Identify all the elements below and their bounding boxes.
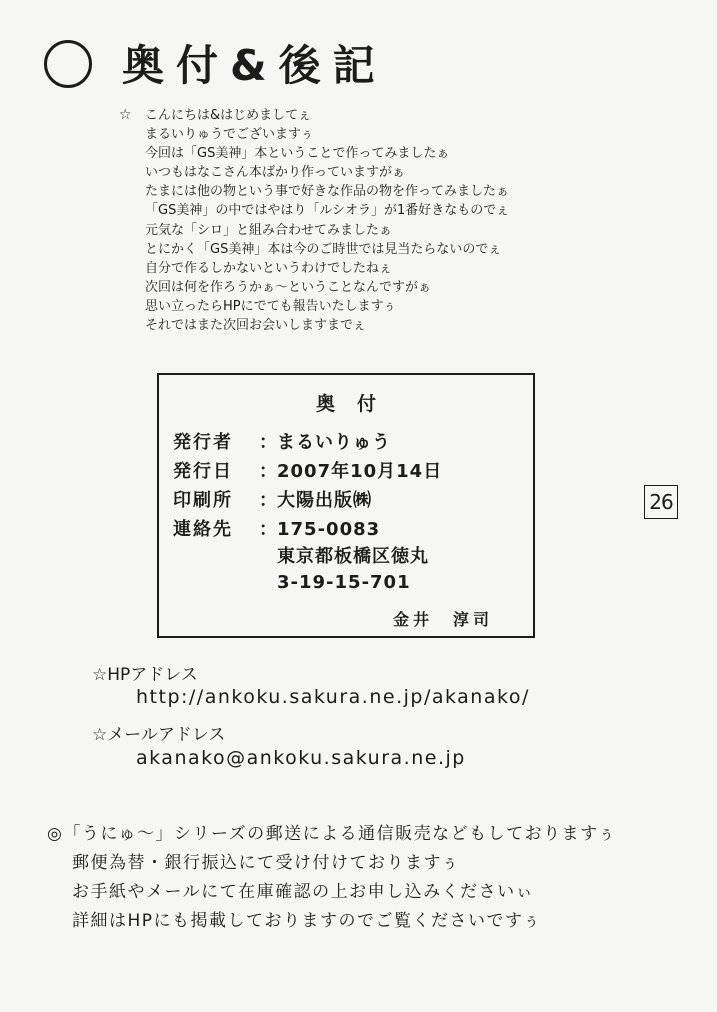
star-icon: ☆	[119, 107, 132, 123]
afterword-lines	[145, 106, 509, 335]
colophon-heading: 奥付	[315, 393, 398, 415]
contact-postal: 175-0083	[277, 519, 381, 540]
afterword-line: たまには他の物という事で好きな作品の物を作ってみましたぁ	[145, 184, 510, 200]
afterword-line: とにかく「GS美神」本は今のご時世では見当たらないのでぇ	[145, 241, 502, 257]
printer-row	[173, 487, 372, 515]
signature: 金井 淳司	[392, 610, 493, 629]
afterword-line: 「GS美神」の中ではやはり「ルシオラ」が1番好きなものでぇ	[145, 203, 510, 219]
afterword-line: それではまた次回お会いしますまでぇ	[145, 318, 367, 334]
date-value: 2007年10月14日	[277, 461, 443, 482]
page-number: 26	[644, 485, 678, 519]
separator: ：	[259, 461, 277, 482]
publisher-label: 発行者	[173, 432, 233, 453]
mail-order-line: ◎「うにゅ～」シリーズの郵送による通信販売などもしておりますぅ	[47, 824, 617, 844]
hp-address-link[interactable]: http://ankoku.sakura.ne.jp/akanako/	[136, 686, 530, 708]
afterword-line: 今回は「GS美神」本ということで作ってみましたぁ	[145, 146, 450, 162]
contact-row	[173, 516, 380, 544]
mail-order-line: お手紙やメールにて在庫確認の上お申し込みくださいぃ	[72, 882, 535, 902]
separator: ：	[259, 490, 277, 511]
afterword-line: 自分で作るしかないというわけでしたねぇ	[145, 260, 393, 276]
afterword-line: 思い立ったらHPにでても報告いたしますぅ	[145, 298, 397, 314]
mail-order-line: 郵便為替・銀行振込にて受け付けておりますぅ	[72, 853, 460, 873]
printer-value: 大陽出版㈱	[277, 490, 372, 511]
hp-address-label: ☆HPアドレス	[92, 665, 198, 685]
printer-label: 印刷所	[173, 490, 233, 511]
afterword-line: 元気な「シロ」と組み合わせてみましたぁ	[145, 222, 393, 238]
date-row	[173, 458, 442, 486]
mail-address-link[interactable]: akanako@ankoku.sakura.ne.jp	[136, 747, 466, 769]
circle-icon	[44, 40, 92, 88]
colophon-box	[157, 373, 535, 638]
afterword-line: まるいりゅうでございますぅ	[145, 127, 314, 143]
afterword-line: 次回は何を作ろうかぁ～ということなんですがぁ	[145, 279, 432, 295]
date-label: 発行日	[173, 461, 233, 482]
afterword-line: こんにちは&はじめましてぇ	[145, 108, 312, 123]
page-title-text: 奥付&後記	[122, 41, 387, 90]
afterword-line: いつもはなこさん本ばかり作っていますがぁ	[145, 165, 406, 181]
mail-address-label: ☆メールアドレス	[92, 725, 226, 745]
contact-address-2: 3-19-15-701	[277, 572, 411, 593]
contact-label: 連絡先	[173, 519, 233, 540]
mail-order-line: 詳細はHPにも掲載しておりますのでご覧くださいですぅ	[72, 911, 542, 931]
publisher-row	[173, 429, 391, 457]
separator: ：	[259, 519, 277, 540]
contact-address-1: 東京都板橋区徳丸	[277, 546, 429, 567]
publisher-value: まるいりゅう	[277, 432, 391, 453]
separator: ：	[259, 432, 277, 453]
